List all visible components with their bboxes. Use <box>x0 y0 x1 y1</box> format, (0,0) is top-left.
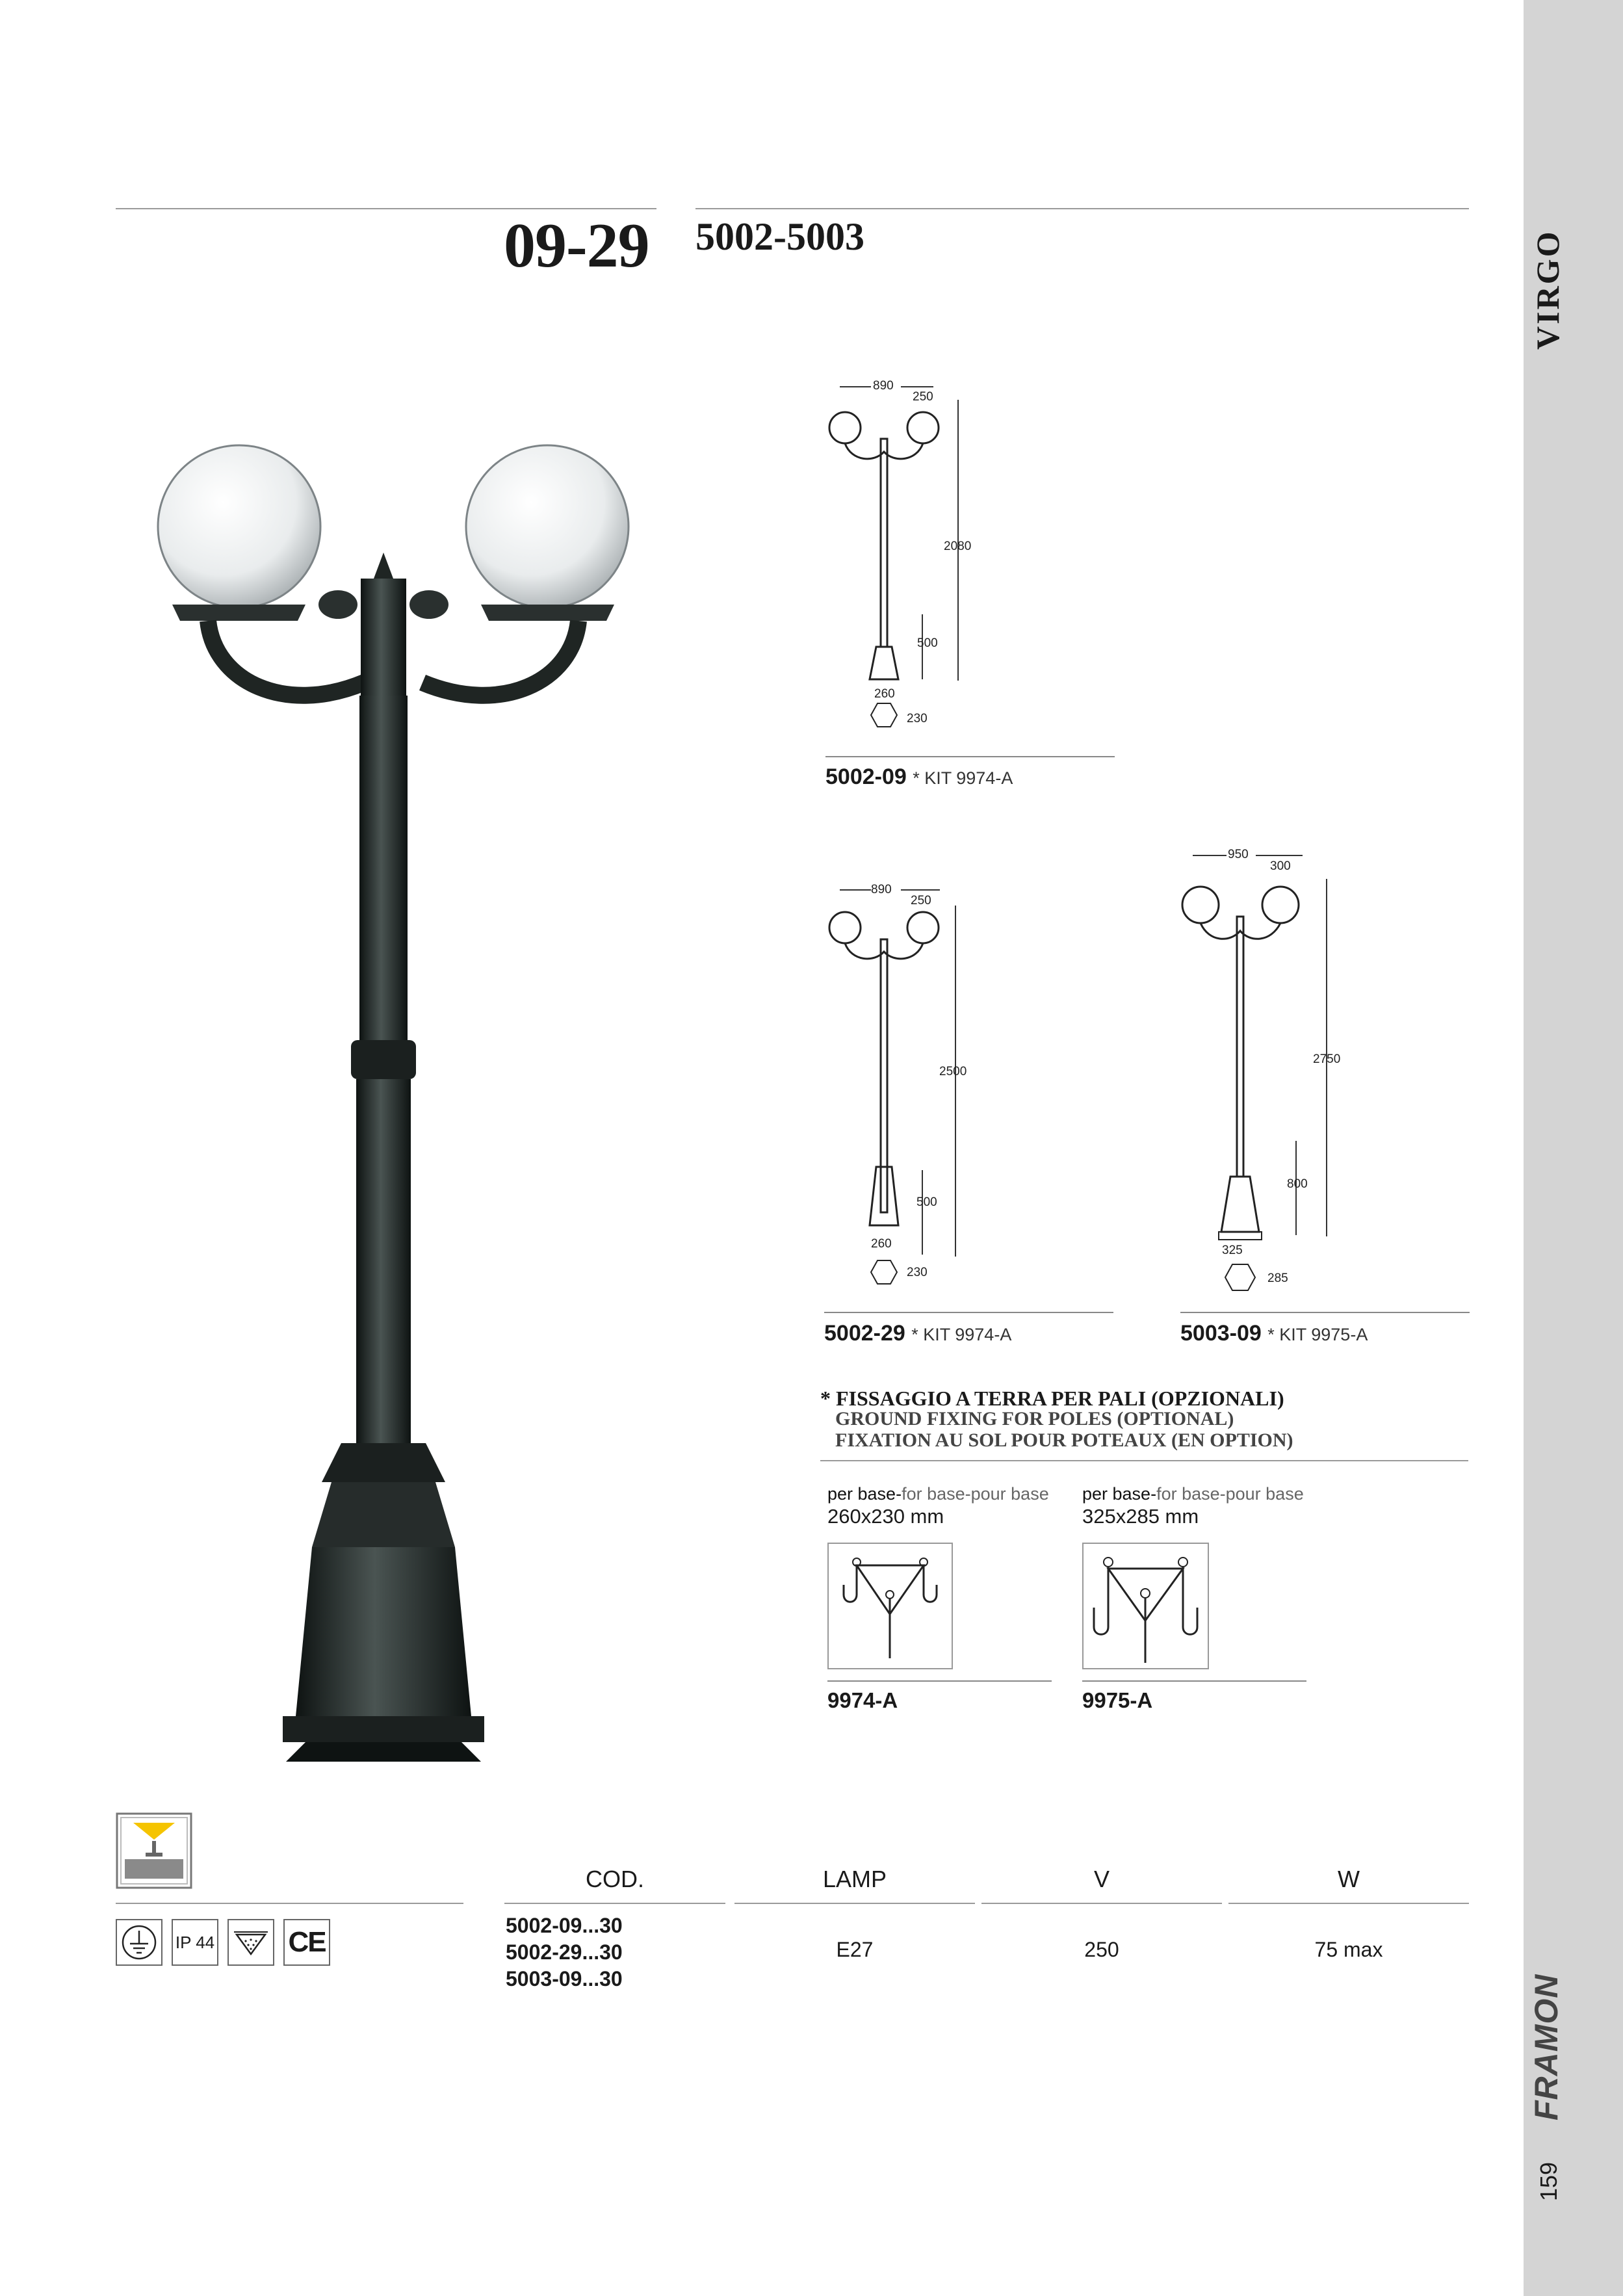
table-header-rule <box>1228 1903 1469 1904</box>
dim-tick <box>901 889 940 891</box>
model-rule <box>824 1312 1113 1313</box>
table-header-rule <box>981 1903 1222 1904</box>
model-5002-29 <box>824 1321 1011 1346</box>
kit-9975-label <box>1082 1484 1304 1504</box>
brand-logo: FRAMON <box>1528 1974 1565 2120</box>
page-number: 159 <box>1535 2161 1562 2201</box>
product-codes: 5002-5003 <box>695 215 864 258</box>
model-rule <box>825 756 1115 757</box>
header-rule-right <box>695 208 1469 209</box>
page-code: 09-29 <box>504 211 649 281</box>
dim-height: 2500 <box>939 1065 967 1078</box>
dim-base-width: 260 <box>871 1237 892 1251</box>
ground-fixing-it: * FISSAGGIO A TERRA PER PALI (OPZIONALI) <box>820 1387 1284 1410</box>
ip-rating-badge <box>172 1919 218 1966</box>
table-header-rule <box>504 1903 725 1904</box>
dim-base-depth: 285 <box>1267 1272 1288 1285</box>
kit-code: * KIT 9974-A <box>913 768 1013 788</box>
dim-base-height: 800 <box>1287 1177 1308 1191</box>
dim-tick <box>840 386 871 387</box>
ground-fixing-fr: FIXATION AU SOL POUR POTEAUX (EN OPTION) <box>835 1429 1293 1451</box>
kit-code: * KIT 9975-A <box>1267 1325 1368 1344</box>
dim-height: 2750 <box>1313 1052 1341 1066</box>
kit-code: * KIT 9974-A <box>911 1325 1012 1344</box>
ce-mark-text: CE <box>288 1926 326 1958</box>
ip-rating-text: IP 44 <box>175 1932 215 1952</box>
drawing-5002-29 <box>819 894 988 1297</box>
surface-mount-icon <box>227 1919 274 1966</box>
dim-base-line <box>922 1170 923 1255</box>
sidebar <box>1524 0 1623 2296</box>
dim-tick <box>840 889 871 891</box>
kit-9975-image <box>1082 1543 1209 1669</box>
kit-9974-code: 9974-A <box>827 1688 898 1712</box>
dim-base-depth: 230 <box>907 1266 928 1279</box>
table-header-rule <box>734 1903 975 1904</box>
model-5003-09 <box>1180 1321 1368 1346</box>
dim-height-line <box>955 906 956 1257</box>
kit-9974-size: 260x230 mm <box>827 1505 944 1528</box>
kit-label-rest: for base-pour base <box>1156 1484 1304 1504</box>
kit-9975-code: 9975-A <box>1082 1688 1153 1712</box>
dim-width: 890 <box>873 379 894 393</box>
drawing-5003-09 <box>1173 871 1336 1294</box>
kit-label-it: per base- <box>827 1484 902 1504</box>
ground-mount-icon <box>116 1812 192 1889</box>
ce-mark-icon <box>283 1919 330 1966</box>
kit-9975-size: 325x285 mm <box>1082 1505 1199 1528</box>
kit-9974-label <box>827 1484 1049 1504</box>
drawing-5002-09 <box>819 390 988 741</box>
kit-9974-image <box>827 1543 953 1669</box>
dim-base-width: 325 <box>1222 1244 1243 1257</box>
earth-ground-icon <box>116 1919 162 1966</box>
dim-arm: 250 <box>913 390 933 404</box>
kit-rule <box>1082 1680 1306 1682</box>
dim-base-depth: 230 <box>907 712 928 725</box>
product-code: 5003-09...30 <box>506 1967 623 1990</box>
table-header-cod: COD. <box>586 1866 644 1892</box>
icons-rule <box>116 1903 463 1904</box>
dim-base-width: 260 <box>874 687 895 701</box>
ground-fixing-en: GROUND FIXING FOR POLES (OPTIONAL) <box>835 1408 1234 1429</box>
table-header-lamp: LAMP <box>822 1866 887 1892</box>
dim-tick <box>1256 855 1303 856</box>
code-list <box>506 1912 623 1992</box>
table-header-v: V <box>1093 1866 1110 1892</box>
dim-base-height: 500 <box>917 636 938 650</box>
dim-height: 2080 <box>944 540 972 553</box>
product-code: 5002-29...30 <box>506 1940 623 1964</box>
kit-rule <box>827 1680 1052 1682</box>
kit-label-rest: for base-pour base <box>902 1484 1049 1504</box>
kit-label-it: per base- <box>1082 1484 1157 1504</box>
series-name: VIRGO <box>1529 229 1566 350</box>
dim-arm: 300 <box>1270 859 1291 873</box>
model-code: 5002-09 <box>825 764 907 789</box>
model-code: 5002-29 <box>824 1321 905 1346</box>
model-5002-09 <box>825 764 1013 790</box>
dim-tick <box>1193 855 1227 856</box>
dim-base-height: 500 <box>916 1195 937 1209</box>
dim-tick <box>901 386 933 387</box>
lamp-value: E27 <box>836 1938 874 1961</box>
table-header-w: W <box>1338 1866 1360 1892</box>
dim-arm: 250 <box>911 894 931 907</box>
volt-value: 250 <box>1084 1938 1119 1961</box>
dim-width: 950 <box>1228 848 1249 861</box>
model-rule <box>1180 1312 1470 1313</box>
lamp-post-photo <box>117 442 663 1768</box>
product-code: 5002-09...30 <box>506 1914 623 1937</box>
ground-fixing-rule <box>820 1460 1468 1461</box>
dim-width: 890 <box>871 883 892 896</box>
watt-value: 75 max <box>1314 1938 1383 1961</box>
model-code: 5003-09 <box>1180 1321 1262 1346</box>
